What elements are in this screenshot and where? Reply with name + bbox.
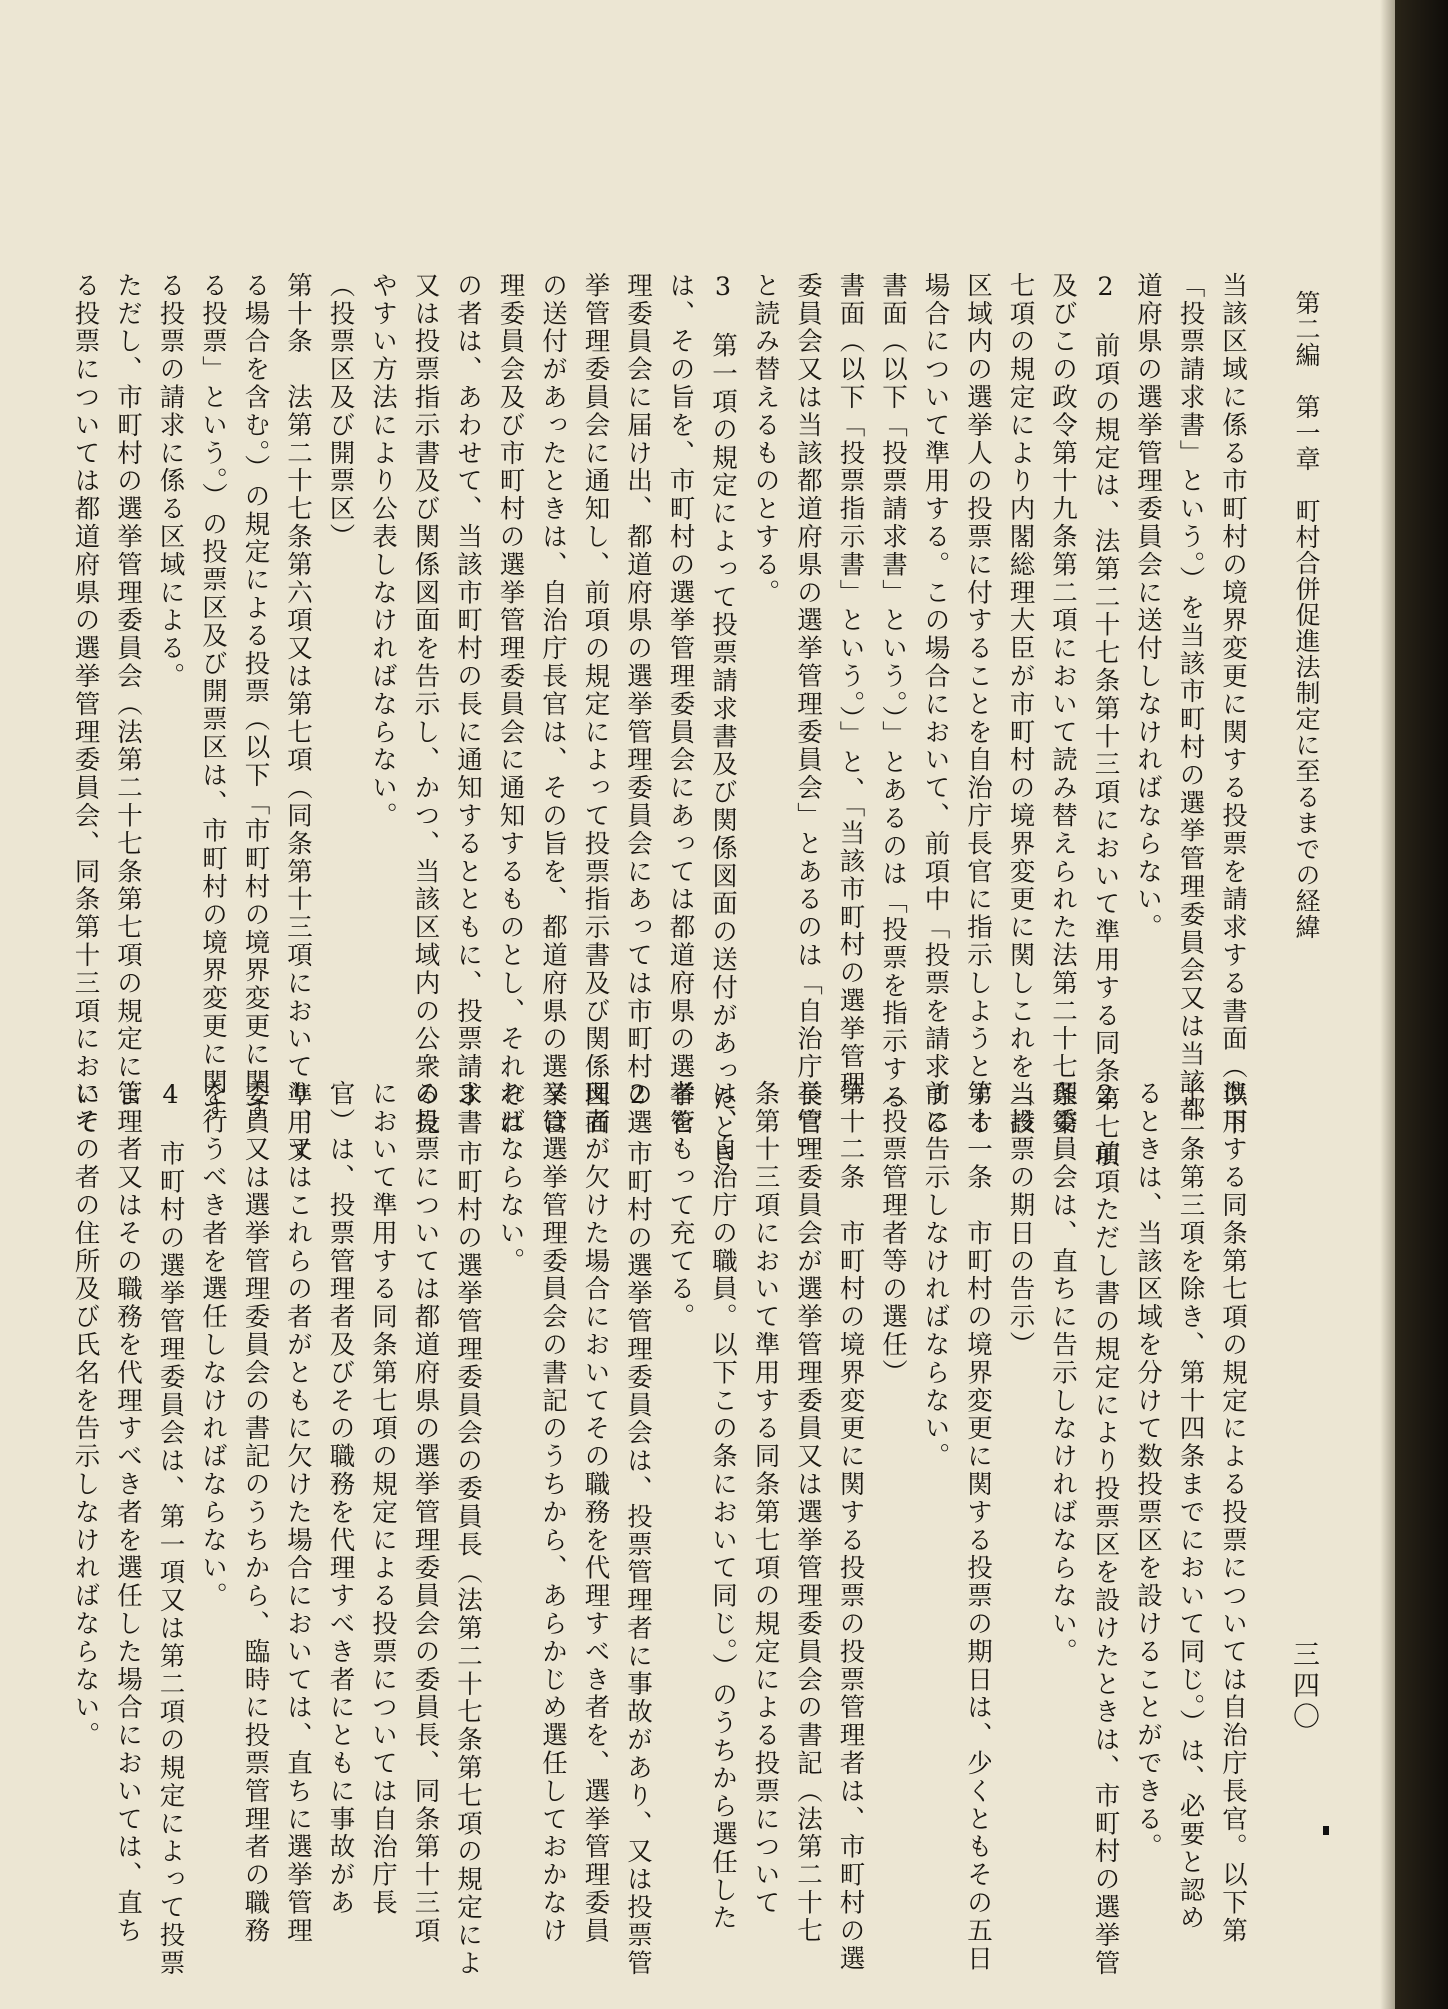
text-line: 又は投票指示書及び関係図面を告示し、かつ、当該区域内の公衆の見 [410,272,441,1137]
text-line: の送付があったときは、自治庁長官は、その旨を、都道府県の選挙管 [538,272,568,1137]
page-number: 三四〇 [1288,1640,1319,1733]
text-line: 第十一条 市町村の境界変更に関する投票の期日は、少くともその五日 [963,1080,993,1973]
text-line: 書面（以下「投票指示書」という。）」と、「当該市町村の選挙管理 [835,272,866,1099]
text-line: 場合について準用する。この場合において、前項中「投票を請求する [920,272,951,1137]
text-line: ただし、市町村の選挙管理委員会（法第二十七条第七項の規定によ [113,272,143,1109]
text-line: 2 市町村の選挙管理委員会は、投票管理者に事故があり、又は投票管 [623,1080,653,1978]
text-line: る投票」という。）の投票区及び開票区は、市町村の境界変更に関す [198,272,228,1125]
text-line: 挙管理委員会に通知し、前項の規定によって投票指示書及び関係図面 [580,272,611,1137]
text-line: 管理者又はその職務を代理すべき者を選任した場合においては、直ち [113,1080,143,1945]
page-edge [1395,0,1448,2009]
text-line: にその者の住所及び氏名を告示しなければならない。 [70,1080,101,1750]
text-line: 七項の規定により内閣総理大臣が市町村の境界変更に関しこれを当該 [1005,272,1036,1137]
text-line: 委員又は選挙管理委員会の書記のうちから、臨時に投票管理者の職務 [240,1080,271,1945]
ink-speck [1323,1826,1329,1835]
text-line: 委員会又は当該都道府県の選挙管理委員会」とあるのは「自治庁長官」 [793,272,823,1165]
text-line: は、自治庁の職員。以下この条において同じ。）のうちから選任した [708,1080,738,1933]
text-line: 条第十三項において準用する同条第七項の規定による投票について [750,1080,781,1917]
text-line: 第十二条 市町村の境界変更に関する投票の投票管理者は、市町村の選 [835,1080,866,1973]
text-line: 理委員会及び市町村の選挙管理委員会に通知するものとし、それぞれ [495,272,526,1137]
text-line: る場合を含む。）の規定による投票（以下「市町村の境界変更に関す [240,272,271,1125]
text-line: 3 第一項の規定によって投票請求書及び関係図面の送付があったとき [708,272,738,1170]
text-block-upper [64,272,1254,1170]
text-line: 挙管理委員会が選挙管理委員又は選挙管理委員会の書記（法第二十七 [793,1080,823,1945]
text-line: は、その旨を、市町村の選挙管理委員会にあっては都道府県の選挙管 [665,272,696,1137]
text-line: 理委員会は、直ちに告示しなければならない。 [1048,1080,1078,1666]
text-line: において準用する同条第七項の規定による投票については自治庁長 [368,1080,398,1917]
text-line: る投票については都道府県の選挙管理委員会、同条第十三項において [70,272,101,1137]
text-line: 及びこの政令第十九条第二項において読み替えられた法第二十七条第 [1048,272,1078,1137]
text-line: の者は、あわせて、当該市町村の長に通知するとともに、投票請求書 [453,272,483,1137]
text-block-lower [64,1080,1254,1978]
text-line: る投票については都道府県の選挙管理委員会の委員長、同条第十三項 [410,1080,441,1945]
text-line: （投票管理者等の選任） [878,1080,908,1387]
text-line: やすい方法により公表しなければならない。 [368,272,398,830]
text-line: 2 前項ただし書の規定により投票区を設けたときは、市町村の選挙管 [1090,1080,1121,1978]
text-line: 官）は、投票管理者及びその職務を代理すべき者にともに事故があ [325,1080,356,1917]
running-header: 第二編 第一章 町村合併促進法制定に至るまでの経緯 [1292,290,1321,940]
text-line: 前に告示しなければならない。 [920,1080,951,1471]
text-line: 「投票請求書」という。）を当該市町村の選挙管理委員会又は当該都 [1175,272,1206,1125]
text-line: 準用する同条第七項の規定による投票については自治庁長官。以下第 [1218,1080,1248,1945]
text-line: 区域内の選挙人の投票に付することを自治庁長官に指示しようとする [963,272,993,1137]
text-line: 4 市町村の選挙管理委員会は、第一項又は第二項の規定によって投票 [155,1080,186,1978]
text-line: 2 前項の規定は、法第二十七条第十三項において準用する同条第七項 [1090,272,1121,1170]
text-line: 当該区域に係る市町村の境界変更に関する投票を請求する書面（以下 [1218,272,1248,1137]
text-line: 第十条 法第二十七条第六項又は第七項（同条第十三項において準用す [283,272,313,1165]
text-line: を行うべき者を選任しなければならない。 [198,1080,228,1611]
text-line: 道府県の選挙管理委員会に送付しなければならない。 [1133,272,1163,942]
text-line: 十二条第三項を除き、第十四条までにおいて同じ。）は、必要と認め [1175,1080,1206,1933]
text-line: るときは、当該区域を分けて数投票区を設けることができる。 [1133,1080,1163,1862]
text-line: 又は選挙管理委員会の書記のうちから、あらかじめ選任しておかなけ [538,1080,568,1945]
text-line: る投票の請求に係る区域による。 [155,272,186,691]
text-line: 理委員会に届け出、都道府県の選挙管理委員会にあっては市町村の選 [623,272,653,1137]
text-line: （投票の期日の告示） [1005,1080,1036,1359]
text-line: 理者が欠けた場合においてその職務を代理すべき者を、選挙管理委員 [580,1080,611,1945]
text-line: り、又はこれらの者がともに欠けた場合においては、直ちに選挙管理 [283,1080,313,1945]
text-line: 3 市町村の選挙管理委員会の委員長（法第二十七条第七項の規定によ [453,1080,483,1978]
text-line: と読み替えるものとする。 [750,272,781,607]
text-line: ればならない。 [495,1080,526,1276]
text-line: （投票区及び開票区） [325,272,356,551]
text-line: 書面（以下「投票請求書」という。）」とあるのは「投票を指示する [878,272,908,1112]
text-line: 者をもって充てる。 [665,1080,696,1332]
